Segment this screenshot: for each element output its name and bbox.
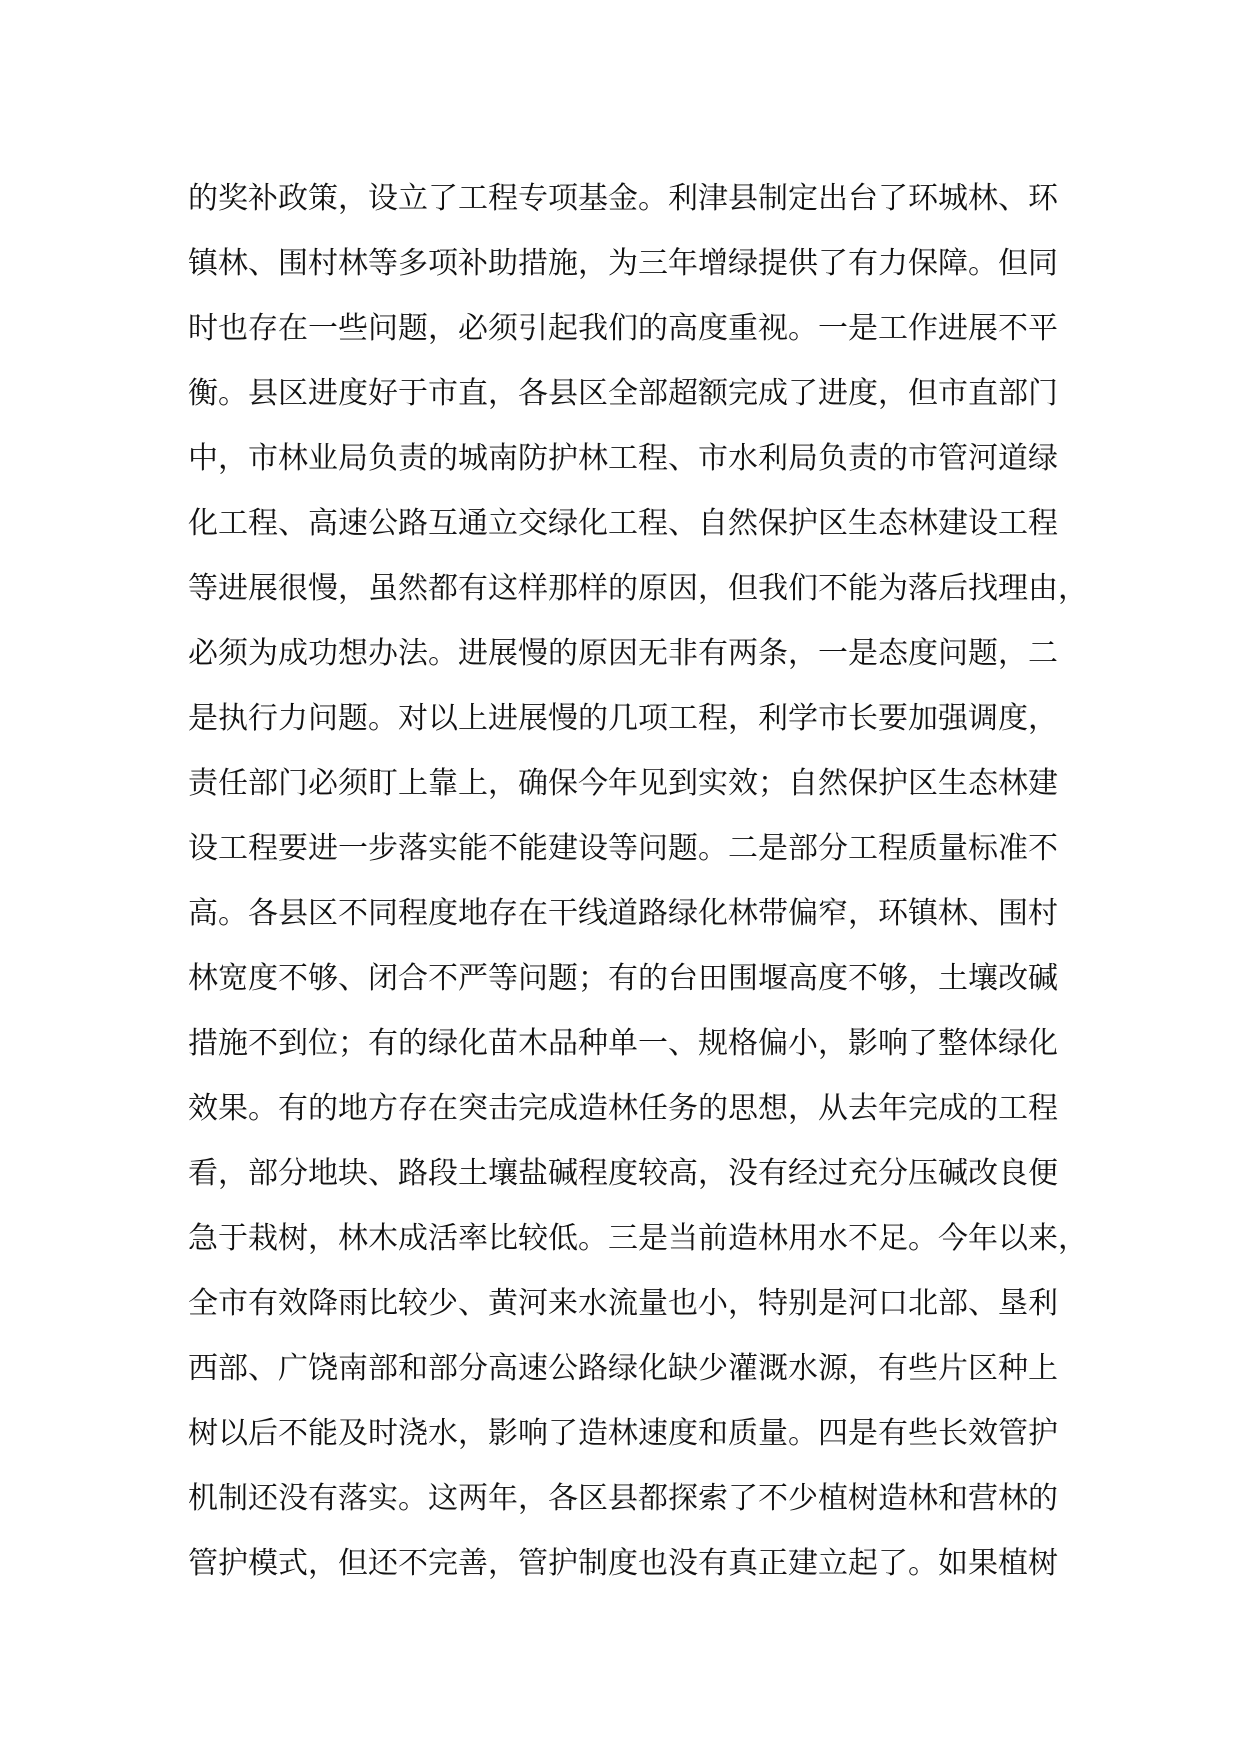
- text-line: 衡。县区进度好于市直，各县区全部超额完成了进度，但市直部门: [188, 376, 1058, 411]
- text-line: 高。各县区不同程度地存在干线道路绿化林带偏窄，环镇林、围村: [188, 896, 1058, 931]
- text-line: 急于栽树，林木成活率比较低。三是当前造林用水不足。今年以来，: [188, 1221, 1088, 1256]
- text-line: 必须为成功想办法。进展慢的原因无非有两条，一是态度问题，二: [188, 636, 1058, 671]
- text-line: 的奖补政策，设立了工程专项基金。利津县制定出台了环城林、环: [188, 181, 1058, 216]
- text-line: 时也存在一些问题，必须引起我们的高度重视。一是工作进展不平: [188, 311, 1058, 346]
- text-line: 全市有效降雨比较少、黄河来水流量也小，特别是河口北部、垦利: [188, 1286, 1058, 1321]
- text-line: 西部、广饶南部和部分高速公路绿化缺少灌溉水源，有些片区种上: [188, 1351, 1058, 1386]
- text-line: 是执行力问题。对以上进展慢的几项工程，利学市长要加强调度，: [188, 701, 1058, 736]
- text-line: 机制还没有落实。这两年，各区县都探索了不少植树造林和营林的: [188, 1481, 1058, 1516]
- text-line: 镇林、围村林等多项补助措施，为三年增绿提供了有力保障。但同: [188, 246, 1058, 281]
- text-line: 设工程要进一步落实能不能建设等问题。二是部分工程质量标准不: [188, 831, 1058, 866]
- text-line: 效果。有的地方存在突击完成造林任务的思想，从去年完成的工程: [188, 1091, 1058, 1126]
- text-line: 林宽度不够、闭合不严等问题；有的台田围堰高度不够，土壤改碱: [188, 961, 1058, 996]
- text-line: 中，市林业局负责的城南防护林工程、市水利局负责的市管河道绿: [188, 441, 1058, 476]
- text-line: 看，部分地块、路段土壤盐碱程度较高，没有经过充分压碱改良便: [188, 1156, 1058, 1191]
- text-line: 管护模式，但还不完善，管护制度也没有真正建立起了。如果植树: [188, 1546, 1058, 1581]
- text-line: 措施不到位；有的绿化苗木品种单一、规格偏小，影响了整体绿化: [188, 1026, 1058, 1061]
- text-line: 化工程、高速公路互通立交绿化工程、自然保护区生态林建设工程: [188, 506, 1058, 541]
- body-text: [188, 166, 1088, 1596]
- text-line: 责任部门必须盯上靠上，确保今年见到实效；自然保护区生态林建: [188, 766, 1058, 801]
- text-line: 等进展很慢，虽然都有这样那样的原因，但我们不能为落后找理由，: [188, 571, 1088, 606]
- text-line: 树以后不能及时浇水，影响了造林速度和质量。四是有些长效管护: [188, 1416, 1058, 1451]
